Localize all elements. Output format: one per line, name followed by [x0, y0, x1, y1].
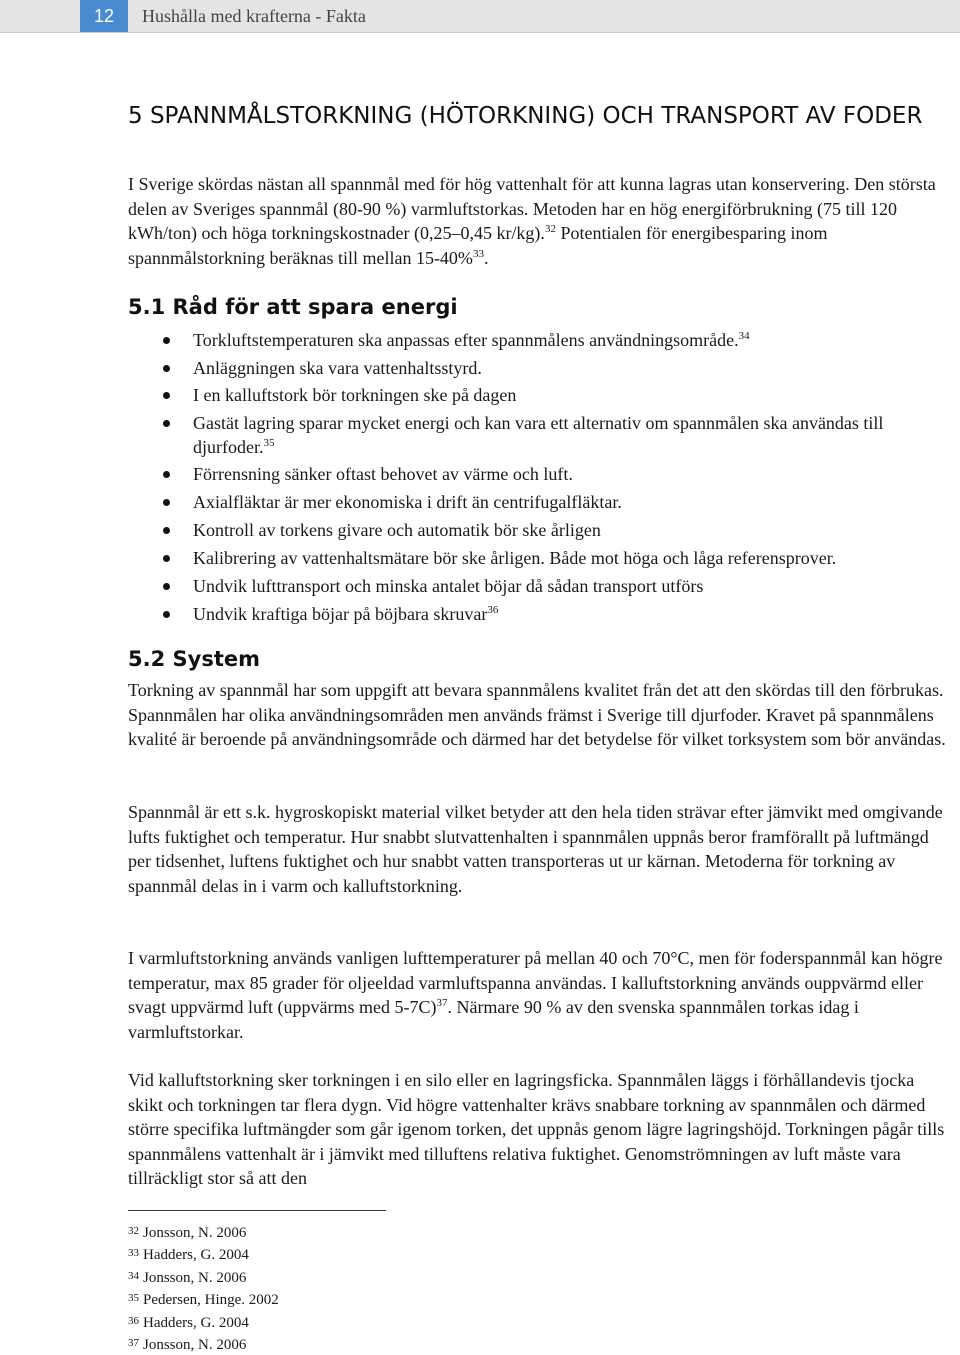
- list-item: [128, 546, 948, 574]
- footnote-text: Jonsson, N. 2006: [143, 1337, 247, 1354]
- page-header: [0, 0, 960, 33]
- system-paragraph-2: Spannmål är ett s.k. hygroskopiskt material vilket betyder att den hela tiden strävar efter jämvikt med omgivande lufts fuktighet och temperatur. Hur snabbt slutvattenhalten i spannmålen uppnås beror framförallt på luftmängd per tidsenhet, luftens fuktighet och hur snabbt vatten transporteras ut ur kärnan. Metoderna för torkning av spannmål delas in i varm och kalluftstorkning.: [128, 802, 943, 896]
- bullet-dot-icon: [163, 611, 170, 618]
- footnote: [128, 1333, 279, 1355]
- page-number: 12: [80, 0, 128, 32]
- footnote-text: Hadders, G. 2004: [143, 1314, 249, 1331]
- chapter-heading: 5 SPANNMÅLSTORKNING (HÖTORKNING) OCH TRANSPORT AV FODER: [128, 103, 923, 129]
- footnote-number: 32: [128, 1225, 139, 1237]
- intro-paragraph: [128, 172, 948, 270]
- list-item-text: Axialfläktar är mer ekonomiska i drift än centrifugalfläktar.: [193, 492, 622, 512]
- bullet-dot-icon: [163, 365, 170, 372]
- list-item: [128, 328, 948, 356]
- bullet-dot-icon: [163, 420, 170, 427]
- list-item: [128, 462, 948, 490]
- footnote-number: 34: [128, 1269, 139, 1282]
- energy-tips-list: [128, 328, 948, 630]
- bullet-dot-icon: [163, 337, 170, 344]
- footnote-ref[interactable]: 36: [487, 604, 499, 616]
- list-item-text: I en kalluftstork bör torkningen ske på dagen: [193, 385, 517, 405]
- footnote-separator: [128, 1210, 386, 1211]
- footnote-number: 35: [128, 1292, 139, 1305]
- list-item-text: Kalibrering av vattenhaltsmätare bör ske årligen. Både mot höga och låga referensprover.: [193, 548, 837, 568]
- footnote: [128, 1266, 279, 1288]
- list-item-text: Förrensning sänker oftast behovet av värme och luft.: [193, 464, 573, 484]
- footnote: [128, 1243, 279, 1265]
- intro-text-2: Potentialen för energibesparing inom spannmålstorkning beräknas till mellan 15-40%: [128, 223, 828, 268]
- list-item-text: Torkluftstemperaturen ska anpassas efter spannmålens användningsområde.: [193, 330, 739, 350]
- bullet-dot-icon: [163, 555, 170, 562]
- footnote-number: 36: [128, 1314, 139, 1327]
- list-item: [128, 356, 948, 383]
- paragraph-text: . Närmare 90 % av den svenska spannmålen torkas idag i varmluftstorkar.: [128, 997, 859, 1042]
- footnote-number: 33: [128, 1247, 139, 1260]
- intro-text-3: .: [483, 247, 489, 268]
- bullet-dot-icon: [163, 527, 170, 534]
- bullet-dot-icon: [163, 499, 170, 506]
- footnote: [128, 1311, 279, 1333]
- list-item: [128, 411, 948, 462]
- paragraph-text: I varmluftstorkning används vanligen lufttemperaturer på mellan 40 och 70°C, men för foderspannmål kan högre temperatur, max 85 grader för oljeeldad varmluftspanna användas. I kalluftstorkning används ouppvärmd eller svagt uppvärmd luft (uppvärms med 5-7C): [128, 948, 943, 1017]
- list-item: [128, 383, 948, 411]
- list-item-text: Undvik kraftiga böjar på böjbara skruvar: [193, 604, 488, 624]
- footnote-text: Hadders, G. 2004: [143, 1247, 249, 1264]
- footnote-text: Jonsson, N. 2006: [143, 1269, 247, 1286]
- bullet-dot-icon: [163, 471, 170, 478]
- list-item: [128, 518, 948, 546]
- footnote-text: Jonsson, N. 2006: [143, 1225, 247, 1241]
- footnote: [128, 1221, 279, 1243]
- list-item-text: Kontroll av torkens givare och automatik bör ske årligen: [193, 520, 601, 540]
- bullet-dot-icon: [163, 392, 170, 399]
- footnote-text: Pedersen, Hinge. 2002: [143, 1292, 279, 1309]
- list-item-text: Undvik lufttransport och minska antalet böjar då sådan transport utförs: [193, 576, 704, 596]
- section-heading-5-1: 5.1 Råd för att spara energi: [128, 295, 458, 319]
- footnote-ref[interactable]: 35: [263, 437, 275, 449]
- list-item: [128, 490, 948, 518]
- bullet-dot-icon: [163, 583, 170, 590]
- footnote-ref[interactable]: 33: [472, 247, 484, 260]
- section-heading-5-2: 5.2 System: [128, 647, 260, 671]
- running-header-title: Hushålla med krafterna - Fakta: [142, 6, 366, 26]
- list-item: [128, 602, 948, 630]
- footnote-ref[interactable]: 32: [544, 223, 556, 235]
- footnote: [128, 1288, 279, 1310]
- system-paragraph-1: Torkning av spannmål har som uppgift att bevara spannmålens kvalitet från det att den skördas till den förbrukas. Spannmålen har olika användningsområden men används främst i Sverige till djurfoder. Kravet på spannmålens kvalité är beroende på användningsområde och därmed har det betydelse för vilket torksystem som bör användas.: [128, 680, 946, 749]
- footnotes-list: [128, 1221, 279, 1355]
- footnote-ref[interactable]: 37: [436, 997, 448, 1009]
- intro-text-1: I Sverige skördas nästan all spannmål med för hög vattenhalt för att kunna lagras utan konservering. Den största delen av Sveriges spannmål (80-90 %) varmluftstorkas. Metoden har en hög energiförbrukning (75 till 120 kWh/ton) och höga torkningskostnader (0,25–0,45 kr/kg).: [128, 174, 936, 243]
- footnote-ref[interactable]: 34: [738, 330, 750, 342]
- list-item: [128, 574, 948, 602]
- footnote-number: 37: [128, 1337, 139, 1350]
- list-item-text: Gastät lagring sparar mycket energi och kan vara ett alternativ om spannmålen ska användas till djurfoder.: [193, 413, 884, 457]
- list-item-text: Anläggningen ska vara vattenhaltsstyrd.: [193, 358, 482, 378]
- system-paragraph-3: [128, 946, 948, 1044]
- system-paragraph-4: Vid kalluftstorkning sker torkningen i en silo eller en lagringsficka. Spannmålen läggs i förhållandevis tjocka skikt och torkningen tar flera dygn. Vid högre vattenhalter krävs snabbare torkning av spannmålen och därmed större specifika luftmängder som går igenom torken, det uppnås genom lägre lagringshöjd. Torkningen pågår tills spannmålens vattenhalt är i jämvikt med tilluftens relativa fuktighet. Genomströmningen av luft måste vara tillräckligt stor så att den: [128, 1070, 945, 1188]
